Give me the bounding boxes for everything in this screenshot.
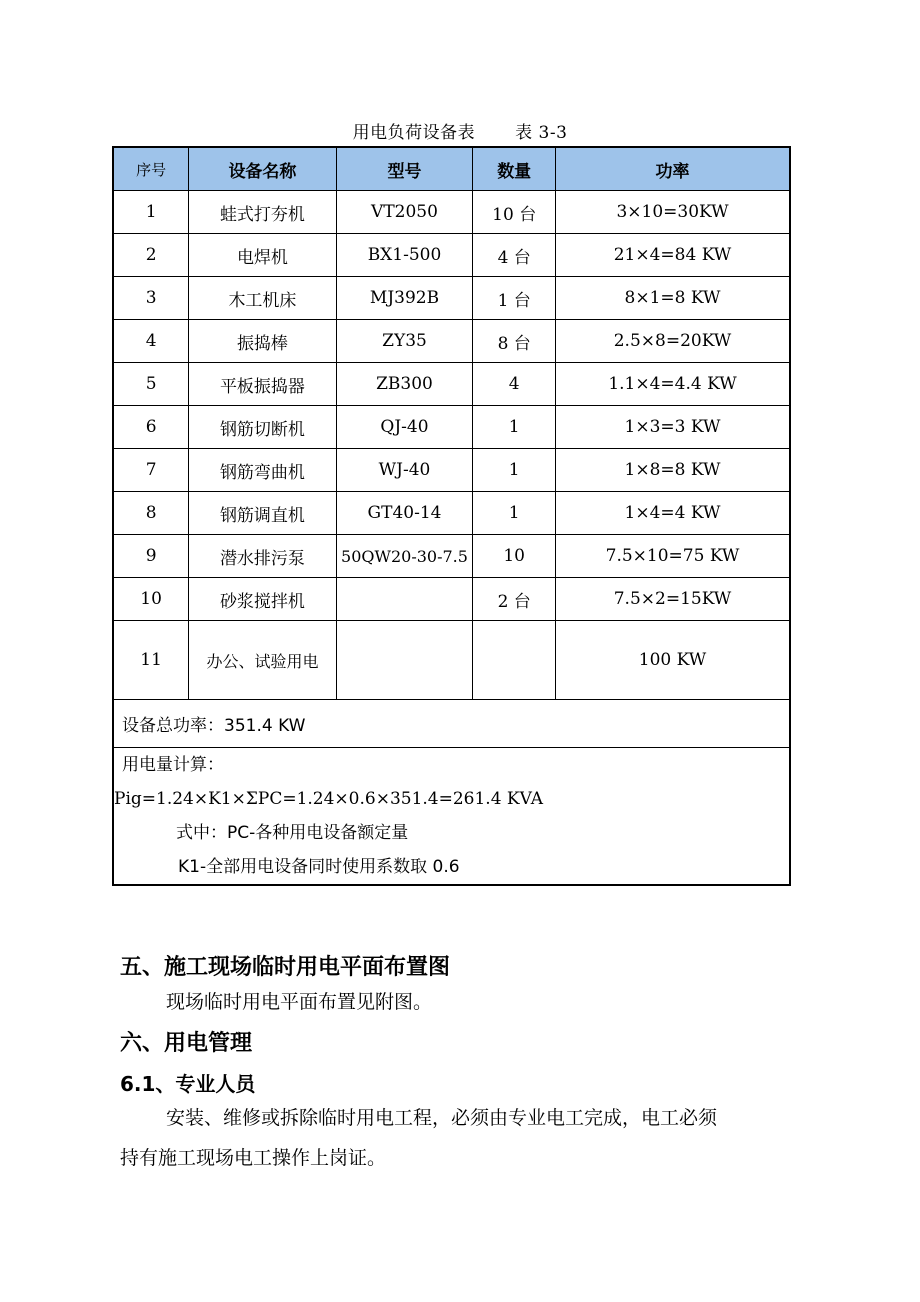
total-power-row <box>113 700 790 748</box>
col-header-power: 功率 <box>556 147 790 191</box>
cell-name: 潜水排污泵 <box>189 535 336 578</box>
cell-power: 100 KW <box>556 621 790 700</box>
cell-name: 钢筋切断机 <box>189 406 336 449</box>
cell-qty: 2 台 <box>473 578 556 621</box>
cell-seq: 6 <box>113 406 189 449</box>
cell-seq: 3 <box>113 277 189 320</box>
cell-seq: 8 <box>113 492 189 535</box>
cell-name: 砂浆搅拌机 <box>189 578 336 621</box>
table-title: 用电负荷设备表 <box>352 123 476 143</box>
cell-name: 平板振捣器 <box>189 363 336 406</box>
calculation-row <box>113 748 790 886</box>
table-row <box>113 578 790 621</box>
cell-model: ZB300 <box>336 363 473 406</box>
cell-seq: 4 <box>113 320 189 363</box>
cell-model: BX1-500 <box>336 234 473 277</box>
cell-model: WJ-40 <box>336 449 473 492</box>
table-row <box>113 320 790 363</box>
table-row <box>113 277 790 320</box>
col-header-name: 设备名称 <box>189 147 336 191</box>
cell-seq: 2 <box>113 234 189 277</box>
cell-qty: 1 <box>473 449 556 492</box>
cell-power: 7.5×2=15KW <box>556 578 790 621</box>
section6-1-text-line2: 持有施工现场电工操作上岗证。 <box>120 1147 387 1169</box>
cell-seq: 10 <box>113 578 189 621</box>
table-row <box>113 406 790 449</box>
cell-model: QJ-40 <box>336 406 473 449</box>
cell-seq: 5 <box>113 363 189 406</box>
cell-model <box>336 621 473 700</box>
cell-power: 1×4=4 KW <box>556 492 790 535</box>
calc-note-2: K1-全部用电设备同时使用系数取 0.6 <box>178 857 460 877</box>
equipment-load-table <box>112 146 791 886</box>
table-row <box>113 535 790 578</box>
col-header-model: 型号 <box>336 147 473 191</box>
cell-model <box>336 578 473 621</box>
table-row <box>113 621 790 700</box>
table-row <box>113 363 790 406</box>
cell-name: 蛙式打夯机 <box>189 191 336 234</box>
calc-note-1: 式中：PC-各种用电设备额定量 <box>176 823 409 843</box>
total-power: 设备总功率：351.4 KW <box>113 700 790 748</box>
cell-model: ZY35 <box>336 320 473 363</box>
section6-1-heading: 6.1、专业人员 <box>120 1072 256 1096</box>
cell-qty: 10 <box>473 535 556 578</box>
cell-power: 3×10=30KW <box>556 191 790 234</box>
cell-power: 8×1=8 KW <box>556 277 790 320</box>
section5-heading: 五、施工现场临时用电平面布置图 <box>120 955 451 980</box>
col-header-qty: 数量 <box>473 147 556 191</box>
cell-seq: 7 <box>113 449 189 492</box>
section5-text: 现场临时用电平面布置见附图。 <box>166 991 433 1013</box>
table-caption <box>0 118 920 143</box>
cell-power: 1.1×4=4.4 KW <box>556 363 790 406</box>
table-number: 表 3-3 <box>515 123 568 143</box>
cell-seq: 11 <box>113 621 189 700</box>
col-header-seq: 序号 <box>113 147 189 191</box>
table-row <box>113 449 790 492</box>
cell-qty: 1 <box>473 492 556 535</box>
table-row <box>113 234 790 277</box>
cell-qty: 8 台 <box>473 320 556 363</box>
cell-qty: 10 台 <box>473 191 556 234</box>
cell-name: 钢筋弯曲机 <box>189 449 336 492</box>
cell-qty <box>473 621 556 700</box>
cell-qty: 1 台 <box>473 277 556 320</box>
cell-power: 1×3=3 KW <box>556 406 790 449</box>
calculation-block <box>113 748 790 886</box>
cell-qty: 1 <box>473 406 556 449</box>
cell-power: 2.5×8=20KW <box>556 320 790 363</box>
cell-seq: 9 <box>113 535 189 578</box>
cell-model: 50QW20-30-7.5 <box>336 535 473 578</box>
cell-name: 木工机床 <box>189 277 336 320</box>
section6-1-text-line1: 安装、维修或拆除临时用电工程，必须由专业电工完成，电工必须 <box>166 1107 718 1129</box>
cell-name: 钢筋调直机 <box>189 492 336 535</box>
cell-model: MJ392B <box>336 277 473 320</box>
cell-name: 电焊机 <box>189 234 336 277</box>
cell-qty: 4 <box>473 363 556 406</box>
section6-heading: 六、用电管理 <box>120 1031 253 1056</box>
cell-name: 办公、试验用电 <box>189 621 336 700</box>
cell-model: VT2050 <box>336 191 473 234</box>
cell-power: 21×4=84 KW <box>556 234 790 277</box>
table-row <box>113 191 790 234</box>
cell-name: 振捣棒 <box>189 320 336 363</box>
table-row <box>113 492 790 535</box>
cell-seq: 1 <box>113 191 189 234</box>
cell-qty: 4 台 <box>473 234 556 277</box>
cell-power: 7.5×10=75 KW <box>556 535 790 578</box>
cell-model: GT40-14 <box>336 492 473 535</box>
table-header-row <box>113 147 790 191</box>
calc-title: 用电量计算： <box>122 755 224 775</box>
calc-formula: Pig=1.24×K1×ΣPC=1.24×0.6×351.4=261.4 KVA <box>114 789 544 809</box>
cell-power: 1×8=8 KW <box>556 449 790 492</box>
